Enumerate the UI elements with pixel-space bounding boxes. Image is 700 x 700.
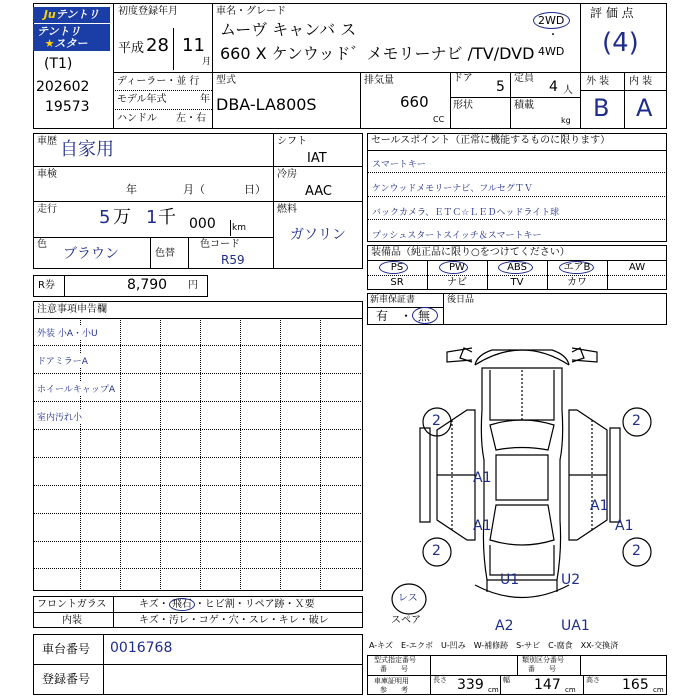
inspection-day: 日） xyxy=(244,183,266,196)
height-label: 高さ xyxy=(586,676,600,684)
length-value: 339 xyxy=(457,677,484,693)
mileage-label: 走行 xyxy=(37,204,57,215)
equip-ps: PS xyxy=(390,262,404,273)
drive-2wd: 2WD xyxy=(538,14,565,27)
chassis-label: 車台番号 xyxy=(42,642,91,656)
rating-label: 評 価 点 xyxy=(590,6,634,20)
sales-point-item: スマートキー xyxy=(372,160,426,170)
designation-label: 型式指定番号 xyxy=(374,656,416,664)
capacity-value: 4 xyxy=(549,79,558,95)
first-reg-month-unit: 月 xyxy=(202,57,212,67)
doors-label: ドア xyxy=(453,73,473,84)
recycle-value: 8,790 xyxy=(127,277,168,293)
mileage-sen-unit: 千 xyxy=(158,207,176,228)
lot-code-1: 202602 xyxy=(36,79,90,95)
ac-label: 冷房 xyxy=(277,169,297,180)
equip-sr: SR xyxy=(390,277,404,288)
color-code-value: R59 xyxy=(221,253,245,267)
interior-label: 内 装 xyxy=(629,76,653,87)
equip-navi: ナビ xyxy=(447,277,467,288)
warranty-yes: 有 xyxy=(376,309,389,323)
first-reg-label: 初度登録年月 xyxy=(118,6,178,17)
equip-tv: TV xyxy=(510,277,524,288)
shift-value: IAT xyxy=(307,151,327,166)
sales-point-item: プッシュスタートスイッチ＆スマートキー xyxy=(372,231,542,241)
registration-label: 登録番号 xyxy=(42,672,91,686)
warranty-dot: ・ xyxy=(400,309,413,323)
after-label: 後日品 xyxy=(447,295,475,305)
damage-left-front: A1 xyxy=(473,470,492,486)
notes-label: 注意事項申告欄 xyxy=(37,304,107,315)
color-code-label: 色コード xyxy=(200,239,240,250)
damage-legend: A-キズ E-エクボ U-凹み W-補修跡 S-サビ C-腐食 XX-交換済 xyxy=(369,641,619,650)
exterior-grade: B xyxy=(593,94,610,122)
note-item: 外装 小A・小U xyxy=(37,326,98,339)
ac-value: AAC xyxy=(305,184,332,199)
spare-label: スペア xyxy=(391,615,421,626)
mileage-unit: km xyxy=(232,223,246,233)
doors-value: 5 xyxy=(496,79,505,95)
history-label: 車歴 xyxy=(37,136,57,147)
windshield-options: キズ・ 飛石 ・ヒビ割・リペア跡・Ｘ要 xyxy=(139,599,315,610)
shift-label: シフト xyxy=(277,136,307,147)
dimension-label-b: 参 考 xyxy=(380,686,408,694)
damage-tire-fl: 2 xyxy=(432,413,441,429)
width-value: 147 xyxy=(534,677,561,693)
width-label: 幅 xyxy=(503,676,510,684)
first-reg-year: 28 xyxy=(146,35,169,56)
damage-tire-rl: 2 xyxy=(432,543,441,559)
recycle-unit: 円 xyxy=(188,280,198,291)
windshield-label: フロントガラス xyxy=(37,599,107,610)
first-reg-era: 平成 xyxy=(118,41,145,56)
model-type-value: DBA-LA800S xyxy=(216,95,317,114)
interior-grade: A xyxy=(636,94,653,122)
drive-4wd: 4WD xyxy=(538,45,565,58)
damage-tire-rr: 2 xyxy=(632,543,641,559)
sales-point-item: バックカメラ、ＥＴＣ☆ＬＥＤヘッドライト球 xyxy=(372,208,560,218)
displacement-unit: CC xyxy=(433,115,445,124)
fuel-value: ガソリン xyxy=(290,227,346,243)
damage-right-rear: A1 xyxy=(615,518,634,534)
handle-label: ハンドル xyxy=(117,113,157,124)
damage-tire-fr: 2 xyxy=(632,413,641,429)
recycle-frame xyxy=(33,275,208,297)
interior-cond-label: 内装 xyxy=(62,615,82,626)
car-name-label: 車名・グレード xyxy=(216,6,286,17)
history-value: 自家用 xyxy=(60,139,114,160)
lot-type: (T1) xyxy=(44,56,73,72)
equip-airbag: エアB xyxy=(563,262,591,273)
equip-leather: カワ xyxy=(567,277,587,288)
shape-label: 形状 xyxy=(453,100,473,111)
color-change-label: 色替 xyxy=(155,248,175,259)
sales-point-item: ケンウッドメモリーナビ、フルセグＴＶ xyxy=(372,184,533,194)
dealer-label: ディーラー・並 行 xyxy=(117,76,200,87)
note-item: 室内汚れ小 xyxy=(37,410,82,423)
dimension-label: 車庫証明用 xyxy=(374,677,409,685)
designation-label-b: 番 号 xyxy=(380,665,408,673)
inspection-year: 年 xyxy=(126,183,137,196)
brand-logo-bottom: テントリ ★スター xyxy=(33,24,110,51)
mileage-rest: 000 xyxy=(189,216,216,232)
color-value: ブラウン xyxy=(63,246,119,262)
brand-logo-top: Juテントリ xyxy=(33,7,110,23)
note-item: ドアミラーA xyxy=(37,354,88,367)
mileage-man: 5 xyxy=(99,207,111,228)
chassis-value: 0016768 xyxy=(110,640,173,656)
mileage-sen: 1 xyxy=(146,207,158,228)
height-value: 165 xyxy=(622,677,649,693)
length-label: 長さ xyxy=(433,676,447,684)
damage-left-rear: A1 xyxy=(473,518,492,534)
recycle-label: R券 xyxy=(38,280,55,291)
car-name-line1: ムーヴ キャンバ ス xyxy=(220,20,357,39)
rating-score: (4) xyxy=(602,28,639,58)
category-label: 類別区分番号 xyxy=(522,656,564,664)
handle-options: 左・右 xyxy=(176,113,206,124)
exterior-label: 外 装 xyxy=(586,76,610,87)
damage-bumper-left: A2 xyxy=(495,618,514,634)
damage-rear-right: U2 xyxy=(561,572,581,588)
first-reg-month: 11 xyxy=(182,35,205,56)
displacement-value: 660 xyxy=(400,93,429,111)
equip-aw: AW xyxy=(628,262,646,273)
category-label-b: 番 号 xyxy=(528,665,556,673)
model-year-unit: 年 xyxy=(200,94,210,105)
inspection-month: 月（ xyxy=(183,183,205,196)
warranty-no: 無 xyxy=(418,309,431,323)
sales-points-label: セールスポイント（正常に機能するものに限ります） xyxy=(371,135,611,146)
damage-rear-left: U1 xyxy=(500,572,520,588)
model-year-label: モデル年式 xyxy=(117,94,167,105)
height-unit: cm xyxy=(653,686,664,694)
equip-abs: ABS xyxy=(507,262,527,273)
capacity-unit: 人 xyxy=(563,85,573,96)
interior-cond-options: キズ・汚レ・コゲ・穴・スレ・キレ・破レ xyxy=(139,615,329,626)
color-label: 色 xyxy=(37,239,47,250)
windshield-circled: 飛石 xyxy=(169,598,195,611)
equip-pw: PW xyxy=(449,262,465,273)
fuel-label: 燃料 xyxy=(277,204,297,215)
length-unit: cm xyxy=(488,686,499,694)
width-unit: cm xyxy=(565,686,576,694)
warranty-label: 新車保証書 xyxy=(370,295,416,305)
model-type-label: 型式 xyxy=(216,75,236,86)
note-item: ホイールキャップA xyxy=(37,382,115,395)
load-unit: kg xyxy=(561,116,571,125)
drive-dot: ・ xyxy=(548,30,558,41)
damage-right-front: A1 xyxy=(590,498,609,514)
displacement-label: 排気量 xyxy=(364,75,394,86)
lot-code-2: 19573 xyxy=(45,99,90,115)
capacity-label: 定員 xyxy=(514,73,534,84)
car-name-line2: 660 X ケンウッド゛メモリーナビ /TV/DVD xyxy=(220,44,535,63)
damage-bumper-right: UA1 xyxy=(561,618,590,634)
load-label: 積載 xyxy=(514,100,534,111)
equipment-label: 装備品（純正品に限り○をつけてください） xyxy=(371,247,570,258)
spare-mark: レス xyxy=(398,593,418,604)
mileage-man-unit: 万 xyxy=(113,207,131,228)
inspection-label: 車検 xyxy=(37,169,57,180)
